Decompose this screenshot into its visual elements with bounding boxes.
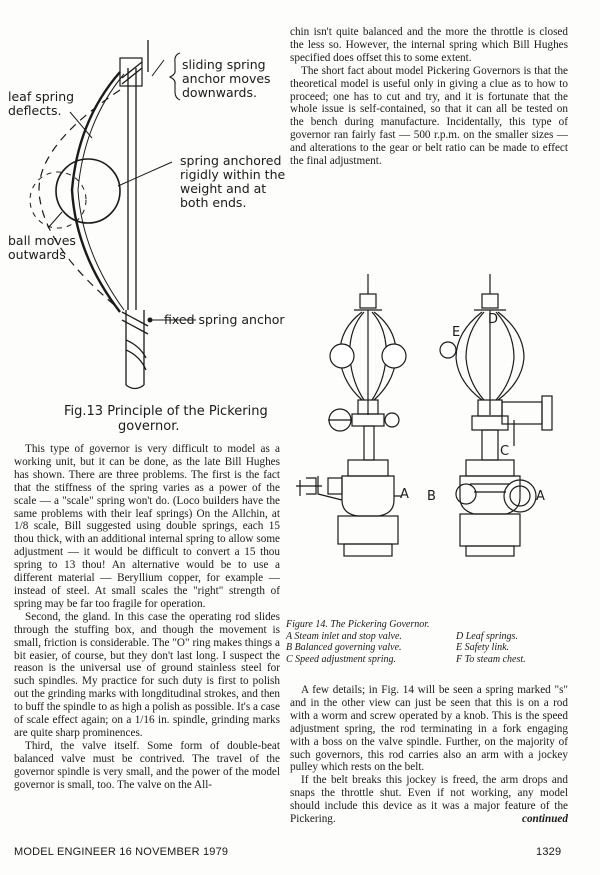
fig14-label-b: B bbox=[427, 489, 436, 504]
legend-item: D Leaf springs. bbox=[456, 630, 518, 642]
label-spring-anchored: spring anchored rigidly within the weight and at both ends. bbox=[180, 153, 286, 210]
legend-item: A Steam inlet and stop valve. bbox=[286, 630, 402, 642]
fig14-label-e: E bbox=[452, 325, 461, 340]
fig14-caption bbox=[286, 619, 576, 665]
fig13-caption-line2: governor. bbox=[118, 419, 180, 434]
paragraph bbox=[290, 774, 568, 826]
fig14-left-view bbox=[296, 274, 406, 556]
fig14-label-d: D bbox=[488, 312, 499, 327]
fig13-caption bbox=[64, 404, 294, 434]
label-ball-moves: ball moves outwards bbox=[8, 233, 76, 262]
legend-item: E Safety link. bbox=[456, 642, 510, 653]
fig13-caption-line1: Fig.13 Principle of the Pickering bbox=[64, 404, 268, 419]
fig14-caption-title: Figure 14. The Pickering Governor. bbox=[286, 619, 430, 630]
right-column-bottom bbox=[290, 684, 568, 826]
label-sliding-anchor: sliding spring anchor moves downwards. bbox=[182, 57, 271, 100]
left-column bbox=[14, 443, 280, 791]
paragraph: This type of governor is very difficult to model as a working unit, but it can be done, as the late Bill Hughes has shown. There are three problems. The first is the fact that the stiffness of the spring varies as a power of the scale — a "scale" spring won't do. (Loco builders have the same problems with their leaf springs) On the Allchin, at 1/8 scale, Bill suggested using double springs, each 15 thou thick, with an additional internal spring to allow some adjustment — it would be difficult to convert a 15 thou spring to 13 thou! An alternative would be to use a different material — Beryllium copper, for example — instead of steel. At small scales the "right" strength of spring may be far too fragile for operation. bbox=[14, 443, 280, 610]
legend-item: C Speed adjustment spring. bbox=[286, 653, 396, 665]
fig14-label-a1: A bbox=[400, 487, 409, 502]
sliding-anchor-block bbox=[120, 58, 142, 86]
page-number: 1329 bbox=[536, 846, 562, 858]
right-column-top bbox=[290, 26, 568, 168]
governor-ball bbox=[56, 159, 120, 223]
paragraph: The short fact about model Pickering Governors is that the theoretical model is useful only in giving a clue as to how to proceed; one has to cut and try, and it is fortunate that the whole issue is self-contained, so that it can all be tested on the bench during manufacture. Incidentally, this type of governor ran fairly fast — 500 r.p.m. on the smaller sizes — and alterations to the gear or belt ratio can be made to effect the final adjustment. bbox=[290, 64, 568, 168]
legend-item: F To steam chest. bbox=[456, 653, 526, 665]
label-leaf-spring: leaf spring deflects. bbox=[8, 89, 75, 118]
fig14-label-c: C bbox=[500, 444, 510, 459]
spindle bbox=[122, 40, 148, 389]
paragraph-text: If the belt breaks this jockey is freed, the arm drops and snaps the throttle shut. Even if not working, any model should include this device as it was a major feature of the Pickering. bbox=[290, 774, 568, 826]
paragraph: A few details; in Fig. 14 will be seen a spring marked "s" and in the other view can just be seen that this is on a rod with a worm and screw operated by a knob. This is the speed adjustment spring, the rod terminating in a fork engaging with a boss on the valve spindle. Further, on the majority of such governors, this rod carries also an arm with a jockey pulley which rests on the belt. bbox=[290, 684, 568, 774]
paragraph: Second, the gland. In this case the operating rod slides through the stuffing box, and though the movement is small, friction is considerable. The "O" ring makes things a bit easier, of course, but they don't last long. I suspect the reason is the universal use of ground stainless steel for such spindles. My practice for such duty is first to polish out the grinding marks with longditudinal strokes, and then to buff the spindle to as high a polish as possible. It's a case of scale effect again; on a 1/16 in. spindle, grinding marks are quite sharp prominences. bbox=[14, 610, 280, 739]
label-fixed-anchor: fixed spring anchor bbox=[164, 312, 285, 327]
paragraph: Third, the valve itself. Some form of double-beat balanced valve must be contrived. The travel of the governor spindle is very small, and the power of the model governor is small, too. The valve on the All- bbox=[14, 739, 280, 791]
continued-label: continued bbox=[521, 813, 568, 826]
paragraph: chin isn't quite balanced and the more the throttle is closed the less so. However, the internal spring which Bill Hughes specified does offset this to some extent. bbox=[290, 26, 568, 64]
fig14-label-a2: A bbox=[536, 489, 545, 504]
footer-publication: MODEL ENGINEER 16 NOVEMBER 1979 bbox=[14, 846, 229, 858]
legend-item: B Balanced governing valve. bbox=[286, 642, 402, 653]
fig14-legend bbox=[286, 631, 576, 666]
fig14-diagram bbox=[288, 270, 580, 615]
